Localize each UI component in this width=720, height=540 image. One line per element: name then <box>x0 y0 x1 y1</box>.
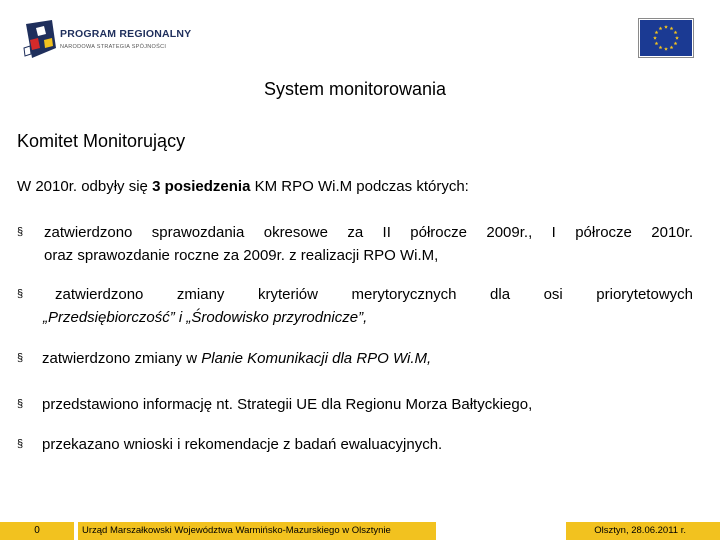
footer <box>0 518 720 540</box>
list-item-text: zatwierdzono zmiany w <box>42 350 202 367</box>
footer-office: Urząd Marszałkowski Województwa Warmińsko-Mazurskiego w Olsztynie <box>78 522 436 540</box>
eu-flag-icon <box>640 20 692 56</box>
program-regionalny-logo <box>22 18 202 66</box>
section-heading: Komitet Monitorujący <box>17 131 186 151</box>
list-item-text: przedstawiono informację nt. Strategii UE dla Regionu Morza Bałtyckiego, <box>42 396 533 413</box>
list-item-line: zatwierdzono sprawozdania okresowe za II półrocze 2009r., I półrocze 2010r. <box>44 224 693 241</box>
list-item-line: zatwierdzono zmiany kryteriów merytorycznych dla osi priorytetowych <box>55 286 693 303</box>
bullet-icon: § <box>17 352 24 364</box>
intro-paragraph <box>17 178 469 195</box>
intro-prefix: W 2010r. odbyły się <box>17 178 153 195</box>
list-item <box>17 221 693 267</box>
list-item <box>17 283 693 329</box>
list-item <box>17 433 693 456</box>
list-item-line: „Przedsiębiorczość” i „Środowisko przyrodnicze”, <box>43 309 368 326</box>
footer-date: Olsztyn, 28.06.2011 r. <box>566 522 720 540</box>
list-item-line: oraz sprawozdanie roczne za 2009r. z realizacji RPO Wi.M, <box>44 247 439 264</box>
program-regionalny-emblem-icon <box>22 18 62 62</box>
list-item-italic: Planie Komunikacji dla RPO Wi.M, <box>201 350 432 367</box>
bullet-icon: § <box>17 226 24 238</box>
eu-flag-logo <box>638 18 694 58</box>
list-item-text: przekazano wnioski i rekomendacje z badań ewaluacyjnych. <box>42 436 443 453</box>
list-item <box>17 393 693 416</box>
bullet-icon: § <box>17 288 24 300</box>
list-item <box>17 347 693 370</box>
logo-name: PROGRAM REGIONALNY <box>60 28 192 40</box>
intro-suffix: KM RPO Wi.M podczas których: <box>250 178 469 195</box>
bullet-icon: § <box>17 438 24 450</box>
page-number: 0 <box>0 522 74 540</box>
logo-tagline: NARODOWA STRATEGIA SPÓJNOŚCI <box>60 44 167 50</box>
intro-bold: 3 posiedzenia <box>152 178 251 195</box>
slide-title: System monitorowania <box>263 79 447 99</box>
bullet-icon: § <box>17 398 24 410</box>
